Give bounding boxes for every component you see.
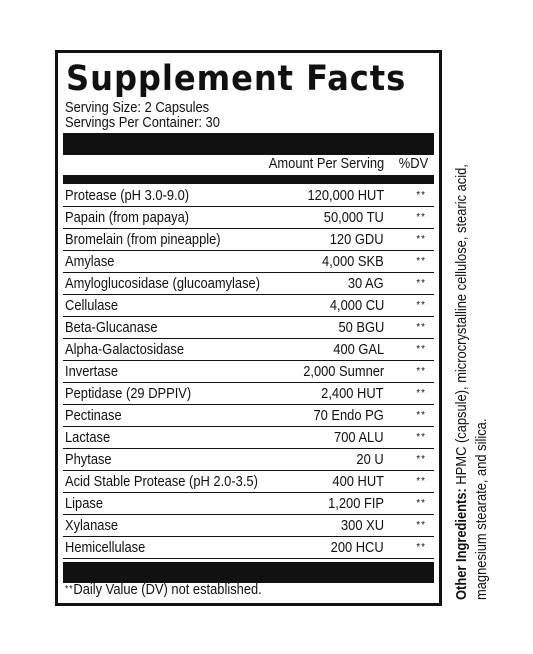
table-row	[63, 339, 434, 361]
nutrient-dv: **	[416, 498, 426, 509]
nutrient-amount: 1,200 FIP	[328, 495, 384, 512]
nutrient-amount: 700 ALU	[334, 429, 384, 446]
other-ingredients-text1: HPMC (capsule), microcrystalline cellulose, stearic acid,	[453, 164, 470, 485]
nutrient-amount: 120,000 HUT	[307, 187, 384, 204]
nutrient-dv: **	[416, 388, 426, 399]
nutrient-dv: **	[416, 344, 426, 355]
nutrient-dv: **	[416, 520, 426, 531]
nutrient-amount: 400 HUT	[332, 473, 384, 490]
other-ingredients-label: Other Ingredients:	[453, 488, 470, 600]
table-row	[63, 251, 434, 273]
nutrient-dv: **	[416, 542, 426, 553]
amount-header: Amount Per Serving	[268, 155, 384, 172]
nutrient-table	[63, 185, 434, 559]
thick-divider-bottom	[63, 562, 434, 583]
nutrient-amount: 50,000 TU	[323, 209, 384, 226]
table-row	[63, 185, 434, 207]
other-ingredients-line1	[452, 84, 472, 600]
servings-per-container: Servings Per Container: 30	[65, 114, 220, 131]
table-row	[63, 537, 434, 559]
nutrient-amount: 120 GDU	[330, 231, 384, 248]
table-row	[63, 207, 434, 229]
nutrient-amount: 2,400 HUT	[321, 385, 384, 402]
table-row	[63, 405, 434, 427]
panel-title: Supplement Facts	[66, 59, 407, 99]
dv-header: %DV	[398, 155, 428, 172]
nutrient-name: Lipase	[65, 495, 104, 512]
nutrient-amount: 50 BGU	[338, 319, 384, 336]
nutrient-name: Hemicellulase	[65, 539, 146, 556]
nutrient-amount: 20 U	[356, 451, 384, 468]
nutrient-name: Bromelain (from pineapple)	[65, 231, 221, 248]
nutrient-dv: **	[416, 278, 426, 289]
nutrient-dv: **	[416, 190, 426, 201]
nutrient-amount: 200 HCU	[330, 539, 384, 556]
nutrient-amount: 300 XU	[340, 517, 384, 534]
table-row	[63, 493, 434, 515]
nutrient-dv: **	[416, 454, 426, 465]
table-row	[63, 471, 434, 493]
nutrient-name: Beta-Glucanase	[65, 319, 158, 336]
nutrient-dv: **	[416, 234, 426, 245]
table-row	[63, 361, 434, 383]
column-header	[63, 154, 434, 174]
nutrient-name: Amyloglucosidase (glucoamylase)	[65, 275, 261, 292]
supplement-facts-panel	[55, 50, 442, 606]
nutrient-name: Papain (from papaya)	[65, 209, 190, 226]
table-row	[63, 427, 434, 449]
nutrient-amount: 4,000 CU	[329, 297, 384, 314]
table-row	[63, 515, 434, 537]
nutrient-name: Peptidase (29 DPPIV)	[65, 385, 192, 402]
nutrient-dv: **	[416, 410, 426, 421]
nutrient-name: Xylanase	[65, 517, 119, 534]
nutrient-dv: **	[416, 322, 426, 333]
other-ingredients-line2: magnesium stearate, and silica.	[473, 418, 490, 600]
other-ingredients	[452, 80, 492, 600]
nutrient-name: Phytase	[65, 451, 112, 468]
nutrient-dv: **	[416, 432, 426, 443]
nutrient-amount: 30 AG	[348, 275, 384, 292]
nutrient-name: Invertase	[65, 363, 119, 380]
nutrient-name: Protease (pH 3.0-9.0)	[65, 187, 190, 204]
table-row	[63, 449, 434, 471]
nutrient-name: Pectinase	[65, 407, 122, 424]
serving-size: Serving Size: 2 Capsules	[65, 99, 210, 116]
thick-divider-header	[63, 175, 434, 184]
nutrient-amount: 70 Endo PG	[313, 407, 384, 424]
nutrient-amount: 4,000 SKB	[322, 253, 384, 270]
nutrient-dv: **	[416, 212, 426, 223]
table-row	[63, 229, 434, 251]
table-row	[63, 295, 434, 317]
nutrient-name: Cellulase	[65, 297, 119, 314]
nutrient-name: Acid Stable Protease (pH 2.0-3.5)	[65, 473, 258, 490]
nutrient-name: Lactase	[65, 429, 111, 446]
nutrient-amount: 2,000 Sumner	[302, 363, 384, 380]
footnote-stars: **	[65, 584, 74, 595]
table-row	[63, 383, 434, 405]
nutrient-name: Alpha-Galactosidase	[65, 341, 185, 358]
footnote-text: Daily Value (DV) not established.	[73, 581, 262, 598]
nutrient-name: Amylase	[65, 253, 115, 270]
nutrient-dv: **	[416, 256, 426, 267]
nutrient-amount: 400 GAL	[333, 341, 384, 358]
nutrient-dv: **	[416, 300, 426, 311]
table-row	[63, 273, 434, 295]
nutrient-dv: **	[416, 476, 426, 487]
nutrient-dv: **	[416, 366, 426, 377]
thick-divider-top	[63, 133, 434, 155]
footnote	[65, 581, 262, 599]
table-row	[63, 317, 434, 339]
